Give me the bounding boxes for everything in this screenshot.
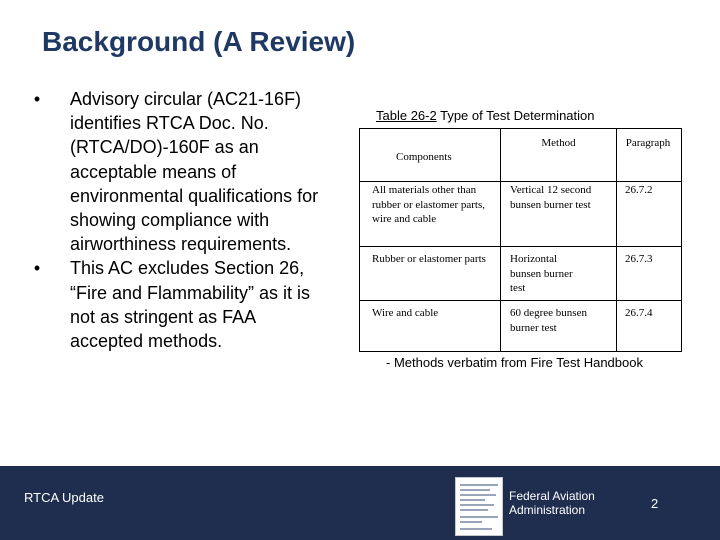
header-method: Method	[541, 137, 576, 149]
row-1-method: Vertical 12 second bunsen burner test	[510, 184, 592, 211]
bullet-item	[30, 87, 330, 256]
agency-name: Federal Aviation Administration	[509, 489, 595, 517]
row-divider	[360, 300, 681, 301]
table-caption-text: Type of Test Determination	[436, 108, 595, 123]
bullet-marker: •	[33, 89, 41, 109]
footer-label: RTCA Update	[24, 490, 104, 505]
column-divider	[500, 129, 501, 351]
row-1-paragraph: 26.7.2	[625, 184, 653, 196]
bullet-marker: •	[33, 258, 41, 279]
row-3-component: Wire and cable	[372, 307, 439, 319]
bullet-item	[30, 256, 330, 353]
row-1-component: All materials other than rubber or elastomer parts, wire and cable	[372, 184, 486, 225]
table-caption	[376, 108, 595, 123]
row-divider	[360, 181, 681, 182]
row-divider	[360, 246, 681, 247]
row-3-method: 60 degree bunsen burner test	[510, 307, 587, 334]
row-3-paragraph: 26.7.4	[625, 307, 653, 319]
header-components: Components	[396, 151, 452, 163]
table-reference: Table 26-2	[376, 108, 437, 123]
page-number: 2	[651, 496, 659, 511]
test-determination-table	[359, 128, 682, 352]
row-2-method: Horizontal bunsen burner test	[510, 253, 573, 294]
row-2-component: Rubber or elastomer parts	[372, 253, 486, 265]
bullet-text: Advisory circular (AC21-16F) identifies RTCA Doc. No. (RTCA/DO)-160F as an acceptable means of environmental qualifications for showing compliance with airworthiness requirements.	[70, 89, 319, 255]
document-thumbnail-icon	[455, 477, 503, 536]
bullet-text: This AC excludes Section 26, “Fire and Flammability” as it is not as stringent as FAA accepted methods.	[70, 258, 311, 352]
slide-title: Background (A Review)	[42, 26, 356, 57]
row-2-paragraph: 26.7.3	[625, 253, 653, 265]
table-note: - Methods verbatim from Fire Test Handbook	[386, 355, 643, 370]
bullet-list	[30, 87, 330, 353]
header-paragraph: Paragraph	[625, 137, 671, 149]
footer-bar	[0, 466, 720, 540]
column-divider	[616, 129, 617, 351]
